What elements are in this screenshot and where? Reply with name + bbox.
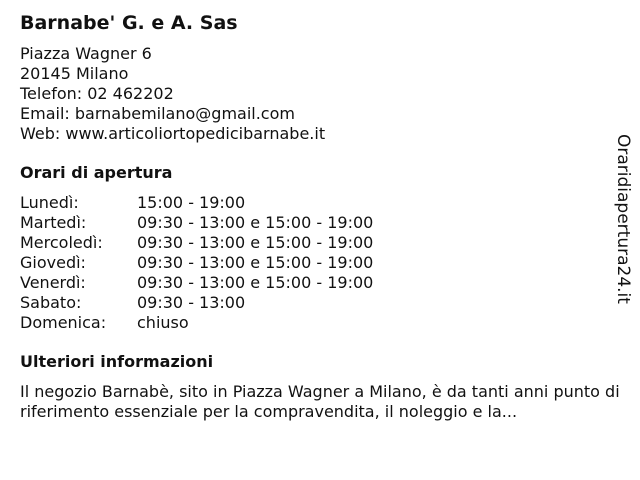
hours-row-friday [20, 273, 610, 293]
hours-day: Venerdì: [20, 273, 86, 292]
opening-hours-table [20, 193, 610, 333]
web-line: Web: www.articoliortopedicibarnabe.it [20, 124, 326, 143]
side-brand-watermark [612, 134, 634, 314]
hours-day: Sabato: [20, 293, 82, 312]
hours-row-wednesday [20, 233, 610, 253]
hours-title: Orari di apertura [20, 163, 173, 182]
phone-line: Telefon: 02 462202 [20, 84, 174, 103]
hours-time: 09:30 - 13:00 e 15:00 - 19:00 [137, 233, 374, 252]
hours-day: Domenica: [20, 313, 107, 332]
hours-row-tuesday [20, 213, 610, 233]
hours-row-sunday [20, 313, 610, 333]
hours-row-saturday [20, 293, 610, 313]
business-name: Barnabe' G. e A. Sas [20, 12, 238, 34]
side-brand-text: Oraridiapertura24.it [613, 134, 633, 304]
hours-day: Lunedì: [20, 193, 79, 212]
info-text: Il negozio Barnabè, sito in Piazza Wagner a Milano, è da tanti anni punto di riferimento essenziale per la compravendita, il noleggio e la... [20, 382, 620, 421]
hours-day: Giovedì: [20, 253, 86, 272]
hours-time: 15:00 - 19:00 [137, 193, 246, 212]
hours-time: chiuso [137, 313, 189, 332]
hours-day: Mercoledì: [20, 233, 103, 252]
hours-day: Martedì: [20, 213, 87, 232]
hours-time: 09:30 - 13:00 e 15:00 - 19:00 [137, 273, 374, 292]
hours-time: 09:30 - 13:00 e 15:00 - 19:00 [137, 253, 374, 272]
address-street: Piazza Wagner 6 [20, 44, 152, 63]
hours-row-thursday [20, 253, 610, 273]
email-line: Email: barnabemilano@gmail.com [20, 104, 295, 123]
info-title: Ulteriori informazioni [20, 352, 214, 371]
hours-time: 09:30 - 13:00 [137, 293, 246, 312]
hours-row-monday [20, 193, 610, 213]
business-listing [20, 10, 620, 422]
address-city: 20145 Milano [20, 64, 129, 83]
hours-time: 09:30 - 13:00 e 15:00 - 19:00 [137, 213, 374, 232]
address-block [20, 44, 610, 144]
